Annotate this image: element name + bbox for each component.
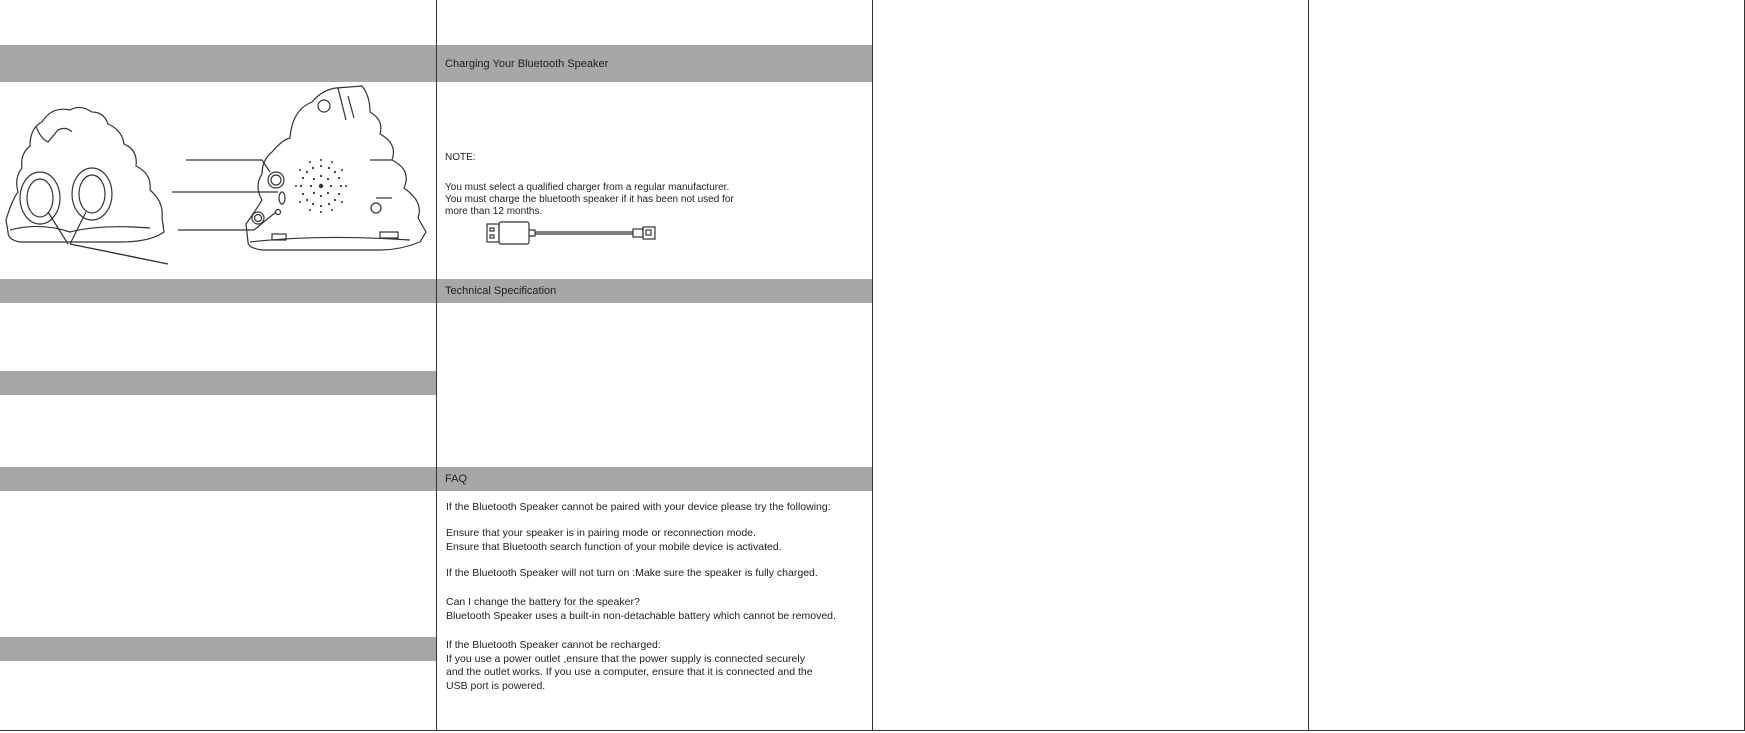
panel1-header-bar-1 [0,45,436,82]
faq-a4-line-2: and the outlet works. If you use a computer, ensure that it is connected and the [446,666,813,678]
tech-spec-title: Technical Specification [445,285,557,297]
panel-4 [1309,0,1745,731]
faq-a1 [446,527,782,554]
speaker-grille-dots [295,159,347,213]
speaker-front-illustration [6,107,168,264]
faq-a1-line-2: Ensure that Bluetooth search function of your mobile device is activated. [446,540,782,553]
usb-cable-icon [487,220,687,250]
panel-1 [0,0,437,731]
faq-q3 [446,596,836,623]
faq-a1-line-1: Ensure that your speaker is in pairing mode or reconnection mode. [446,527,756,539]
faq-q4 [446,639,813,693]
panel-2 [437,0,873,731]
note-line-3: more than 12 months. [445,206,543,217]
panel1-header-bar-3 [0,371,436,395]
note-line-2: You must charge the bluetooth speaker if it has been not used for [445,194,734,205]
faq-a3-text: Bluetooth Speaker uses a built-in non-detachable battery which cannot be removed. [446,609,836,622]
faq-header [437,467,872,491]
faq-q4-text: If the Bluetooth Speaker cannot be recharged: [446,639,661,651]
panel1-header-bar-2 [0,279,436,303]
charging-header [437,45,872,82]
speaker-back-illustration [172,86,426,250]
note-line-1: You must select a qualified charger from a regular manufacturer. [445,182,730,193]
panel-3 [873,0,1309,731]
tech-spec-header [437,279,872,303]
faq-q3-text: Can I change the battery for the speaker? [446,596,640,608]
faq-q1 [446,501,831,515]
panel1-header-bar-5 [0,637,436,661]
faq-q2 [446,567,818,581]
faq-a4-line-3: USB port is powered. [446,679,546,692]
faq-q1-text: If the Bluetooth Speaker cannot be paired with your device please try the following: [446,501,831,513]
speaker-illustration [0,82,437,272]
faq-a4-line-1: If you use a power outlet ,ensure that the power supply is connected securely [446,652,805,665]
faq-title: FAQ [445,473,468,485]
note-label: NOTE: [445,152,476,163]
faq-q2-text: If the Bluetooth Speaker will not turn on :Make sure the speaker is fully charged. [446,567,818,579]
charging-note [445,182,734,218]
panel1-header-bar-4 [0,467,436,491]
charging-title: Charging Your Bluetooth Speaker [445,57,609,70]
